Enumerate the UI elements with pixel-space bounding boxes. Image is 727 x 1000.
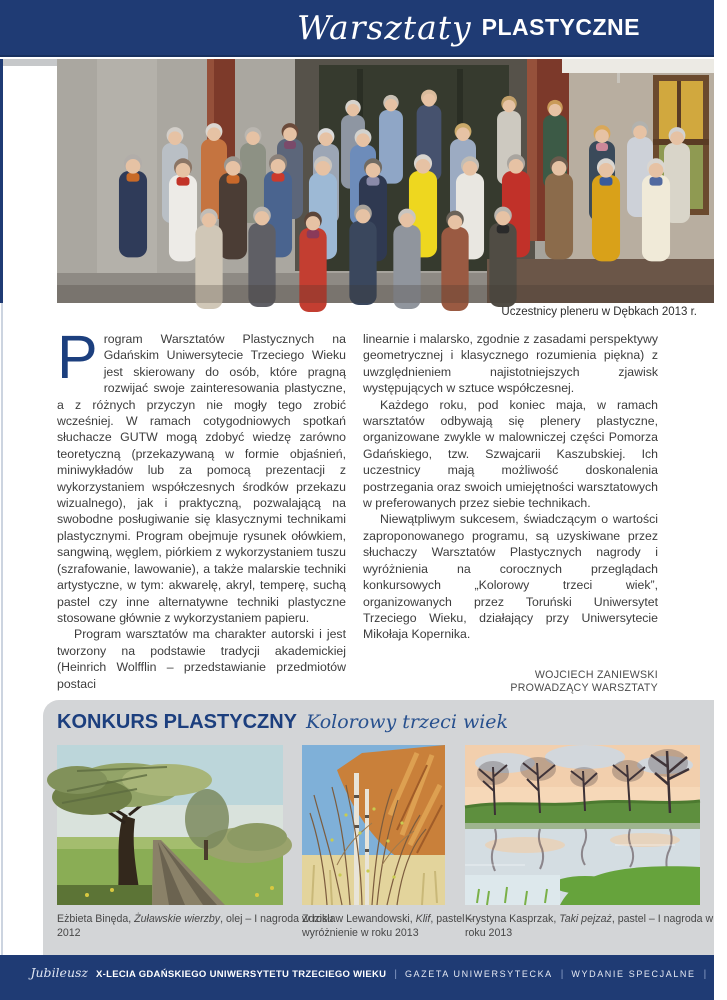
painting-3-author: Krystyna Kasprzak, bbox=[465, 913, 560, 925]
contest-title-bold: KONKURS PLASTYCZNY bbox=[57, 711, 298, 733]
footer-separator: | bbox=[394, 969, 397, 980]
painting-3-image bbox=[465, 745, 700, 905]
painting-3-caption bbox=[465, 912, 727, 940]
footer-separator: | bbox=[703, 969, 707, 980]
contest-title-script: Kolorowy trzeci wiek bbox=[306, 711, 509, 733]
byline-name: WOJCIECH ZANIEWSKI bbox=[534, 668, 658, 681]
painting-1-image bbox=[57, 745, 283, 905]
painting-2-caption bbox=[302, 912, 474, 940]
header-left-tab bbox=[0, 59, 57, 66]
paragraph-1 bbox=[57, 323, 346, 626]
photo-caption: Uczestnicy pleneru w Dębkach 2013 r. bbox=[501, 306, 697, 318]
contest-title bbox=[57, 711, 508, 734]
footer-magazine-name: GAZETA UNIWERSYTECKA bbox=[404, 969, 553, 979]
page-header bbox=[0, 0, 714, 57]
painting-1-title: Żuławskie wierzby bbox=[134, 913, 221, 925]
group-photo bbox=[57, 59, 714, 303]
article-column-2 bbox=[363, 331, 658, 696]
header-title-bold: PLASTYCZNE bbox=[481, 14, 640, 40]
header-title-script: Warsztaty bbox=[296, 8, 472, 47]
group-photo-illustration bbox=[57, 59, 714, 303]
footer-anniversary-text: X-LECIA GDAŃSKIEGO UNIWERSYTETU TRZECIEGO WIEKU bbox=[96, 969, 387, 980]
paragraph-1-text: rogram Warsztatów Plastycznych na Gdańskim Uniwersytecie Trzeciego Wieku jest skierowany do osób, które pragną rozwijać swoje zainteresowania plastyczne, a z różnych przyczyn nie mogły tego zrobić wcześniej. W ramach cotygodniowych spotkań słuchacze GUTW mogą zdobyć wiedzę zarówno teoretyczną (przekazywaną w formie objaśnień, miniwykładów lub za pomocą prezentacji z wykorzystaniem współczesnych środków przekazu wizualnego), jak i praktyczną, pozwalającą na swobodne posługiwanie się klasycznymi technikami plastycznymi. Program obejmuje rysunek ołówkiem, sangwiną, węglem, piórkiem z wykorzystaniem tuszu (szrafowanie, lawowanie), a także malarskie techniki artystyczne, w tym: akwarelę, akryl, temperę, suchą pastel czy inne alternatywne techniki plastyczne stosowane głównie z wykorzystaniem papieru. bbox=[57, 332, 346, 625]
footer-page-number: 23 bbox=[714, 968, 727, 980]
paragraph-2: Program warsztatów ma charakter autorski i jest tworzony na podstawie tradycji akademickiej (Heinrich Wolfflin – przedstawianie przedmiotów postaci bbox=[57, 627, 346, 691]
left-edge-rule-navy bbox=[0, 59, 3, 303]
painting-2-image bbox=[302, 745, 445, 905]
contest-panel bbox=[43, 700, 714, 955]
paragraph-5: Niewątpliwym sukcesem, świadczącym o wartości zaproponowanego programu, są uzyskiwane przez słuchaczy Warsztatów Plastycznych nagrody i wyróżnienia na corocznych przeglądach konkursowych „Kolorowy trzeci wiek”, organizowanych przez Toruński Uniwersytet Trzeciego Wieku, działający przy Uniwersytecie Mikołaja Kopernika. bbox=[363, 512, 658, 642]
painting-2-title: Klif bbox=[415, 913, 431, 925]
byline bbox=[363, 669, 658, 696]
footer-separator: | bbox=[560, 969, 564, 980]
painting-1-author: Eżbieta Binęda, bbox=[57, 913, 135, 925]
painting-3-title: Taki pejzaż bbox=[559, 913, 612, 925]
painting-1-award: , olej – I nagroda w roku 2012 bbox=[57, 913, 334, 939]
footer-issue-label: WYDANIE SPECJALNE bbox=[571, 969, 696, 979]
footer-jubilee-script: Jubileusz bbox=[30, 965, 89, 980]
page-footer bbox=[0, 955, 727, 1000]
article-column-1 bbox=[57, 323, 346, 695]
byline-role: PROWADZĄCY WARSZTATY bbox=[510, 682, 658, 695]
paragraph-3: linearnie i malarsko, zgodnie z zasadami perspektywy geometrycznej i klasycznego rozumienia piękna) z uwzględnieniem najistotniejszych zjawisk występujących w sztuce współczesnej. bbox=[363, 332, 658, 396]
painting-2-author: Zdzisław Lewandowski, bbox=[302, 913, 416, 925]
paragraph-4: Każdego roku, pod koniec maja, w ramach warsztatów odbywają się plenery plastyczne, organizowane zwykle w malowniczej części Pomorza Gdańskiego, tzw. Szwajcarii Kaszubskiej. Ich uczestnicy mają możliwość doskonalenia postrzegania oraz swoich umiejętności warsztatowych w preferowanych przez siebie technikach. bbox=[363, 397, 658, 511]
left-edge-rule-light bbox=[1, 303, 3, 955]
painting-3-award: , pastel – I nagroda w roku 2013 bbox=[465, 913, 714, 939]
drop-cap: P bbox=[57, 323, 98, 391]
painting-2-award: , pastel – wyróżnienie w roku 2013 bbox=[302, 913, 474, 939]
